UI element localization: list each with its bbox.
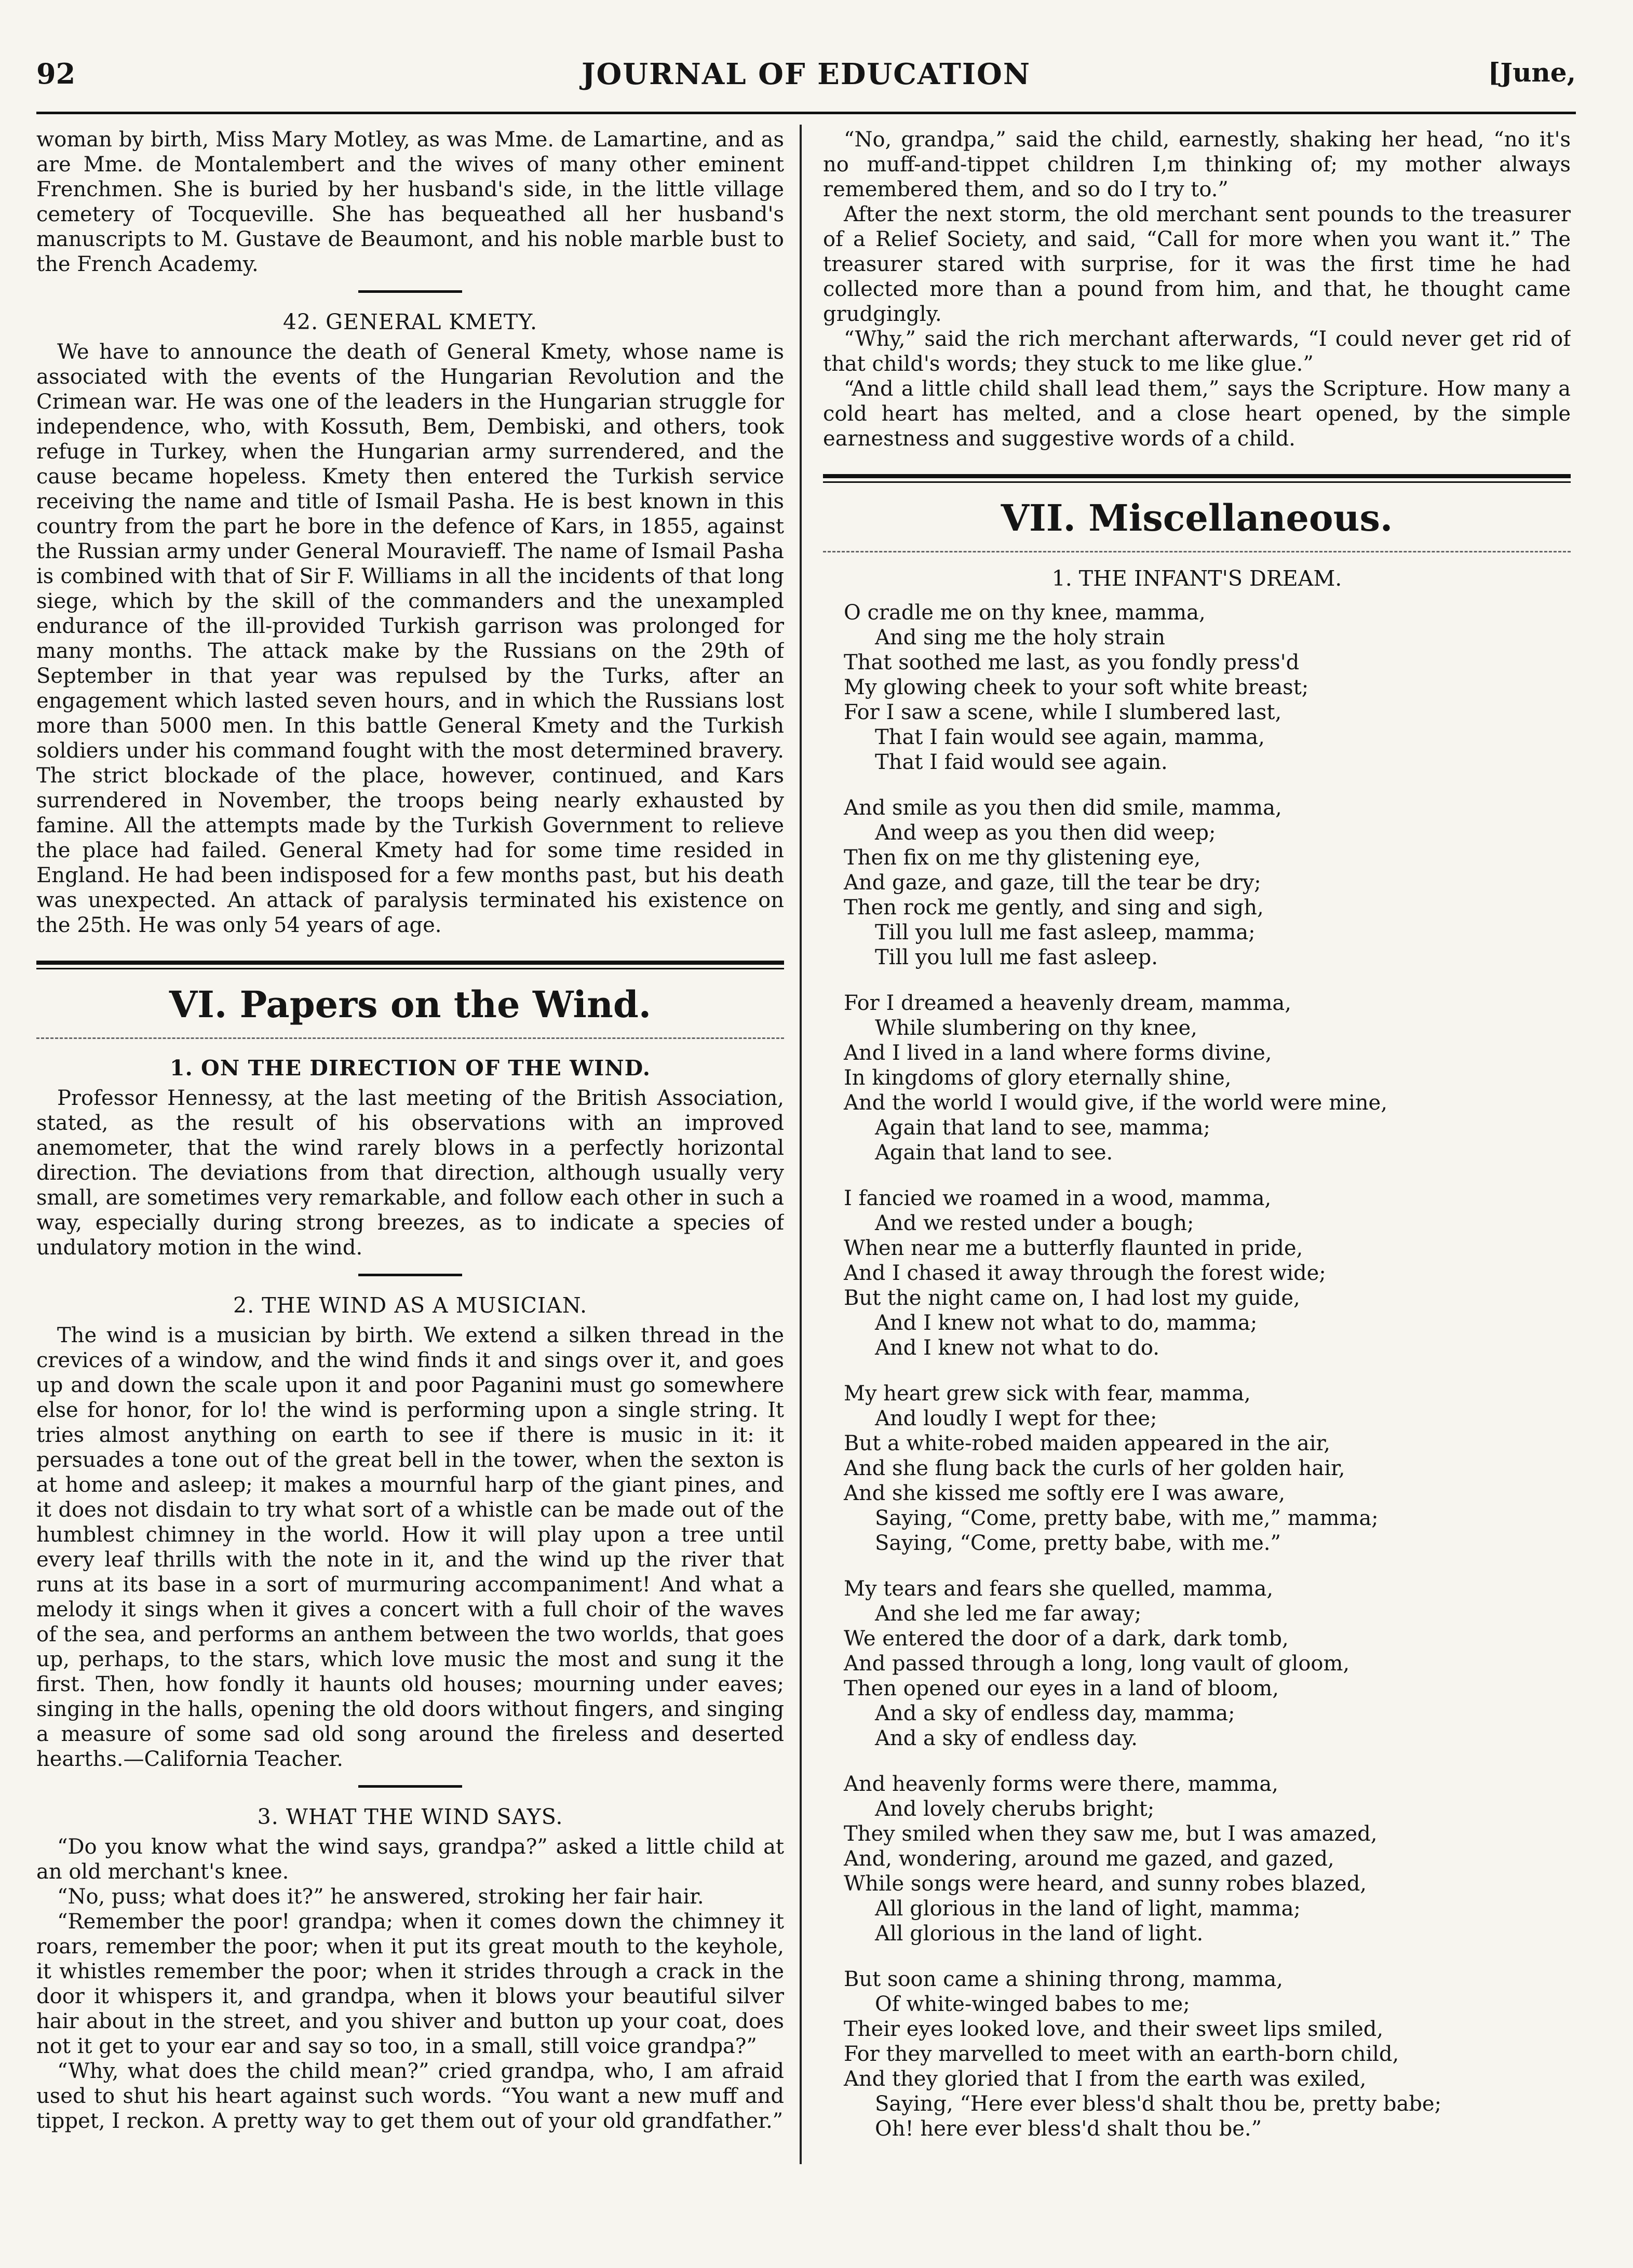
column-divider [800, 125, 802, 2164]
poem-line: And lovely cherubs bright; [875, 1797, 1155, 1821]
poem-line: When near me a butterfly flaunted in pride, [844, 1236, 1303, 1260]
poem-line: And a sky of endless day, mamma; [875, 1702, 1235, 1725]
poem-line: And she kissed me softly ere I was aware, [844, 1481, 1286, 1505]
poem-line: And heavenly forms were there, mamma, [844, 1772, 1278, 1796]
issue-month: [June, [1488, 57, 1576, 88]
left-column [36, 127, 784, 2185]
poem-line: For they marvelled to meet with an earth-born child, [844, 2042, 1399, 2066]
poem-line: And gaze, and gaze, till the tear be dry; [844, 871, 1261, 895]
poem-line: And she flung back the curls of her golden hair, [844, 1456, 1345, 1480]
article-body-direction: Professor Hennessy, at the last meeting of the British Association, stated, as the result of his observations with an improved anemometer, that the wind rarely blows in a perfectly horizontal direction. The deviations from that direction, although usually very small, are sometimes very remarkable, and follow each other in such a way, especially during strong breezes, as to indicate a species of undulatory motion in the wind. [36, 1086, 784, 1260]
article-title-wind-says: 3. WHAT THE WIND SAYS. [257, 1804, 563, 1829]
poem-line: That I fain would see again, mamma, [875, 725, 1265, 749]
poem-stanza [844, 1967, 1571, 2141]
poem-line: And we rested under a bough; [875, 1211, 1194, 1235]
paragraph: “Why,” said the rich merchant afterwards, “I could never get rid of that child's words; they stuck to me like glue.” [823, 327, 1571, 376]
poem-line: Saying, “Come, pretty babe, with me,” mamma; [875, 1506, 1379, 1530]
paragraph: “Why, what does the child mean?” cried grandpa, who, I am afraid used to shut his heart against such words. “You want a new muff and tippet, I reckon. A pretty way to get them out of your old grandfather.” [36, 2059, 784, 2133]
poem-line: Saying, “Here ever bless'd shalt thou be, pretty babe; [875, 2092, 1442, 2116]
article-title-musician: 2. THE WIND AS A MUSICIAN. [233, 1293, 587, 1318]
section-rule-thin [823, 481, 1571, 483]
poem-stanza [844, 1576, 1571, 1751]
poem-line: And she led me far away; [875, 1602, 1142, 1626]
poem-stanza [844, 1186, 1571, 1360]
poem-line: Then fix on me thy glistening eye, [844, 846, 1201, 870]
poem-stanza [844, 991, 1571, 1165]
poem-line: Oh! here ever bless'd shalt thou be.” [875, 2117, 1262, 2141]
paragraph: “No, puss; what does it?” he answered, stroking her fair hair. [57, 1885, 704, 1909]
article-title-direction: 1. ON THE DIRECTION OF THE WIND. [169, 1056, 651, 1081]
article-body-musician: The wind is a musician by birth. We extend a silken thread in the crevices of a window, and the wind finds it and sings over it, and goes up and down the scale upon it and poor Paganini must go somewhere else for honor, for lo! the wind is performing upon a single string. It tries almost anything on earth to see if there is music in it: it persuades a tone out of the great bell in the tower, when the sexton is at home and asleep; it makes a mournful harp of the giant pines, and it does not disdain to try what sort of a whistle can be made out of the humblest chimney in the world. How it will play upon a tree until every leaf thrills with the note in it, and the wind up the river that runs at its base in a sort of murmuring accompaniment! And what a melody it sings when it gives a concert with a full choir of the waves of the sea, and performs an anthem between the two worlds, that goes up, perhaps, to the stars, which love music the most and sung it the first. Then, how fondly it haunts old houses; mourning under eaves; singing in the halls, opening the old doors without fingers, and singing a measure of some sad old song around the fireless and deserted hearths.—California Teacher. [36, 1324, 784, 1771]
poem-line: And I chased it away through the forest wide; [844, 1261, 1326, 1285]
poem-line: That I faid would see again. [875, 750, 1168, 774]
poem-line: But the night came on, I had lost my guide, [844, 1286, 1300, 1310]
poem-line: And a sky of endless day. [875, 1726, 1138, 1750]
section-title-wind: VI. Papers on the Wind. [169, 983, 652, 1026]
wavy-ornament [36, 1029, 784, 1039]
poem-line: Then rock me gently, and sing and sigh, [844, 896, 1264, 920]
poem-line: O cradle me on thy knee, mamma, [844, 601, 1206, 625]
paragraph: “Remember the poor! grandpa; when it comes down the chimney it roars, remember the poor; when it put its great mouth to the keyhole, it whistles remember the poor; when it strides through a crack in the door it whispers it, and grandpa, when it blows your beautiful silver hair about in the street, and you shiver and button up your coat, does not it get to your ear and say so too, in a small, still voice grandpa?” [36, 1910, 784, 2058]
poem-line: And, wondering, around me gazed, and gazed, [844, 1847, 1334, 1871]
poem-line: They smiled when they saw me, but I was amazed, [844, 1822, 1378, 1846]
section-title-miscellaneous: VII. Miscellaneous. [1001, 496, 1393, 539]
poem-line: All glorious in the land of light, mamma; [875, 1897, 1301, 1921]
article-separator [358, 1785, 462, 1788]
poem-line: In kingdoms of glory eternally shine, [844, 1066, 1232, 1090]
poem-line: And I knew not what to do. [875, 1336, 1159, 1360]
poem-line: While slumbering on thy knee, [875, 1016, 1197, 1040]
poem-line: And weep as you then did weep; [875, 821, 1216, 845]
poem-line: Of white-winged babes to me; [875, 1992, 1190, 2016]
poem-line: Again that land to see. [875, 1141, 1113, 1165]
poem-stanza [844, 1772, 1571, 1946]
paragraph: “No, grandpa,” said the child, earnestly, shaking her head, “no it's no muff-and-tippet children I,m thinking of; my mother always remembered them, and so do I try to.” [823, 128, 1571, 201]
poem-line: For I dreamed a heavenly dream, mamma, [844, 991, 1291, 1015]
journal-title: JOURNAL OF EDUCATION [581, 57, 1031, 91]
poem-stanza [844, 795, 1571, 970]
poem-line: And I knew not what to do, mamma; [875, 1311, 1258, 1335]
article-body-kmety: We have to announce the death of General Kmety, whose name is associated with the events of the Hungarian Revolution and the Crimean war. He was one of the leaders in the Hungarian struggle for independence, who, with Kossuth, Bem, Dembiski, and others, took refuge in Turkey, when the Hungarian army surrendered, and the cause became hopeless. Kmety then entered the Turkish service receiving the name and title of Ismail Pasha. He is best known in this country from the part he bore in the defence of Kars, in 1855, against the Russian army under General Mouravieff. The name of Ismail Pasha is combined with that of Sir F. Williams in all the incidents of that long siege, which by the skill of the commanders and the unexampled endurance of the ill-provided Turkish garrison was prolonged for many months. The attack make by the Russians on the 29th of September in that year was repulsed by the Turks, after an engagement which lasted seven hours, and in which the Russians lost more than 5000 men. In this battle General Kmety and the Turkish soldiers under his command fought with the most determined bravery. The strict blockade of the place, however, continued, and Kars surrendered in November, the troops being nearly exhausted by famine. All the attempts made by the Turkish Government to relieve the place had failed. General Kmety had for some time resided in England. He had been indisposed for a few months past, but his death was unexpected. An attack of paralysis terminated his existence on the 25th. He was only 54 years of age. [36, 340, 784, 937]
poem [823, 600, 1571, 2141]
poem-line: We entered the door of a dark, dark tomb, [844, 1627, 1289, 1651]
paragraph: “Do you know what the wind says, grandpa?” asked a little child at an old merchant's knee. [36, 1835, 784, 1884]
wavy-ornament [823, 543, 1571, 552]
poem-line: That soothed me last, as you fondly press'd [844, 651, 1300, 674]
poem-line: But soon came a shining throng, mamma, [844, 1967, 1283, 1991]
poem-stanza [844, 600, 1571, 775]
poem-line: Saying, “Come, pretty babe, with me.” [875, 1531, 1281, 1555]
poem-line: And smile as you then did smile, mamma, [844, 796, 1282, 820]
poem-line: And sing me the holy strain [875, 626, 1165, 650]
article-separator [358, 290, 462, 293]
poem-line: But a white-robed maiden appeared in the air, [844, 1432, 1330, 1455]
paragraph: “And a little child shall lead them,” says the Scripture. How many a cold heart has melted, and a close heart opened, by the simple earnestness and suggestive words of a child. [823, 377, 1571, 451]
poem-line: Their eyes looked love, and their sweet lips smiled, [844, 2017, 1384, 2041]
poem-line: For I saw a scene, while I slumbered last, [844, 700, 1282, 724]
section-rule-thin [36, 968, 784, 969]
right-column [823, 127, 1571, 2185]
poem-line: I fancied we roamed in a wood, mamma, [844, 1186, 1272, 1210]
poem-line: And they gloried that I from the earth was exiled, [844, 2067, 1367, 2091]
poem-line: And the world I would give, if the world were mine, [844, 1091, 1387, 1115]
section-rule [823, 474, 1571, 478]
poem-line: My tears and fears she quelled, mamma, [844, 1577, 1274, 1601]
poem-line: Till you lull me fast asleep, mamma; [875, 921, 1256, 944]
poem-title: 1. THE INFANT'S DREAM. [1051, 566, 1342, 591]
poem-line: My glowing cheek to your soft white breast; [844, 676, 1309, 699]
intro-paragraph: woman by birth, Miss Mary Motley, as was Mme. de Lamartine, and as are Mme. de Montalembert and the wives of many other eminent Frenchmen. She is buried by her husband's side, in the little village cemetery of Tocqueville. She has bequeathed all her husband's manuscripts to M. Gustave de Beaumont, and his noble marble bust to the French Academy. [36, 128, 784, 276]
article-separator [358, 1274, 462, 1276]
poem-line: Again that land to see, mamma; [875, 1116, 1210, 1140]
page-number: 92 [36, 57, 76, 90]
poem-line: While songs were heard, and sunny robes blazed, [844, 1872, 1367, 1896]
poem-line: And I lived in a land where forms divine, [844, 1041, 1272, 1065]
poem-line: Till you lull me fast asleep. [875, 946, 1158, 969]
poem-line: All glorious in the land of light. [875, 1922, 1204, 1946]
poem-line: Then opened our eyes in a land of bloom, [844, 1677, 1279, 1700]
poem-line: And passed through a long, long vault of gloom, [844, 1652, 1350, 1676]
header-rule [36, 112, 1576, 114]
section-rule [36, 961, 784, 965]
poem-stanza [844, 1381, 1571, 1556]
running-head [36, 57, 1576, 99]
paragraph: After the next storm, the old merchant sent pounds to the treasurer of a Relief Society, and said, “Call for more when you want it.” The treasurer stared with surprise, for it was the first time he had collected more than a pound from him, and that, he thought came grudgingly. [823, 203, 1571, 326]
article-title-kmety: 42. GENERAL KMETY. [282, 309, 538, 334]
poem-line: My heart grew sick with fear, mamma, [844, 1382, 1251, 1406]
poem-line: And loudly I wept for thee; [875, 1407, 1157, 1430]
